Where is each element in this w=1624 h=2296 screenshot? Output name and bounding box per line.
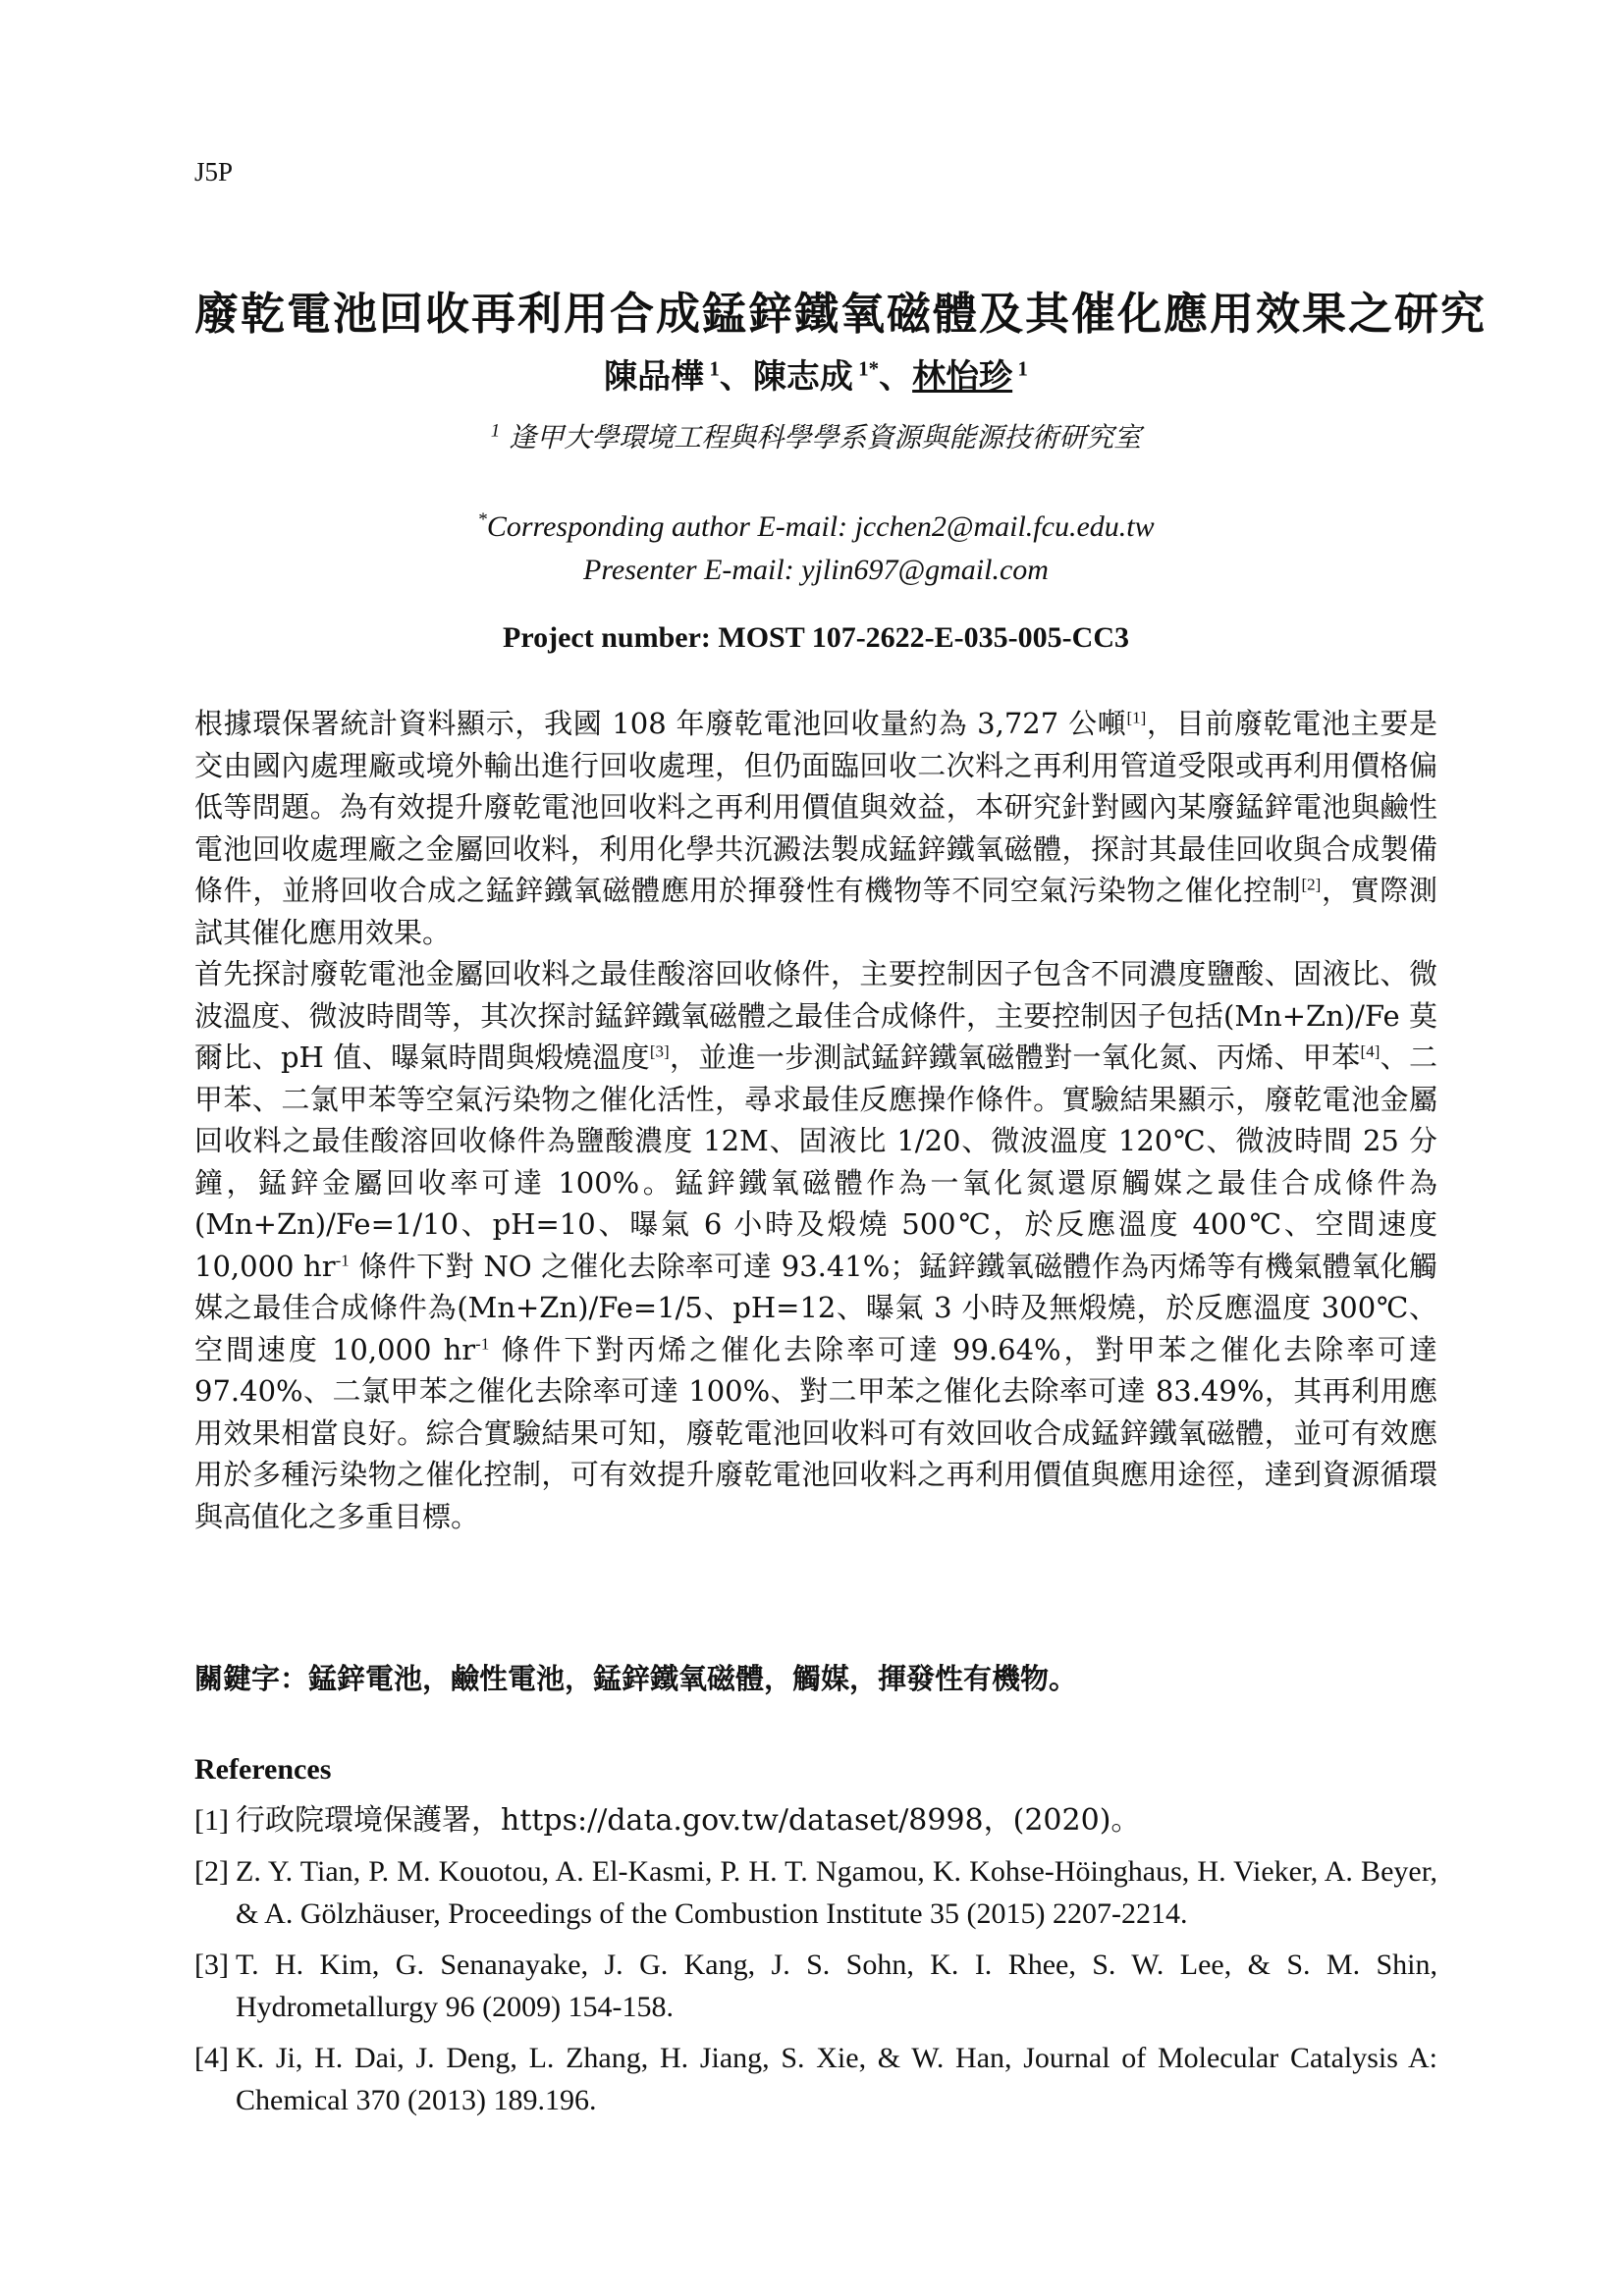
reference-list xyxy=(194,1799,1437,2130)
abstract-text: ，目前廢乾電池主要是交由國內處理廠或境外輸出進行回收處理，但仍面臨回收二次料之再利用管道受限或再利用價格偏低等問題。為有效提升廢乾電池回收料之再利用價值與效益，本研究針對國內某廢錳鋅電池與鹼性電池回收處理廠之金屬回收料，利用化學共沉澱法製成錳鋅鐵氧磁體，探討其最佳回收與合成製備條件，並將回收合成之錳鋅鐵氧磁體應用於揮發性有機物等不同空氣污染物之催化控制 xyxy=(194,707,1437,907)
presenter-author-name: 林怡珍 xyxy=(912,357,1013,397)
reference-item xyxy=(194,2037,1437,2121)
presenter-email: Presenter E-mail: yjlin697@gmail.com xyxy=(583,554,1049,586)
reference-item xyxy=(194,1944,1437,2028)
abstract-text: 首先探討廢乾電池金屬回收料之最佳酸溶回收條件，主要控制因子包含不同濃度鹽酸、固液比、微波溫度、微波時間等，其次探討錳鋅鐵氧磁體之最佳合成條件，主要控制因子包括(Mn+Zn)/Fe 莫爾比、pH 值、曝氣時間與煅燒溫度 xyxy=(194,957,1437,1074)
abstract-text: ，實際測試其催化應用效果。 xyxy=(194,874,1437,949)
unit-exponent: -1 xyxy=(335,1250,350,1269)
affiliation-text: 逢甲大學環境工程與科學學系資源與能源技術研究室 xyxy=(500,421,1142,454)
reference-number: [4] xyxy=(194,2042,229,2074)
corresponding-email-text: Corresponding author E-mail: jcchen2@mail.fcu.edu.tw xyxy=(486,510,1155,543)
citation-ref: [3] xyxy=(649,1041,670,1061)
author-list xyxy=(194,349,1437,398)
reference-text: T. H. Kim, G. Senanayake, J. G. Kang, J. S. Sohn, K. I. Rhee, S. W. Lee, & S. M. Shin, Hydrometallurgy 96 (2009) 154-158. xyxy=(236,1949,1437,2023)
author-separator: 、 xyxy=(879,357,913,397)
reference-number: [3] xyxy=(194,1949,229,1981)
reference-text: 行政院環境保護署，https://data.gov.tw/dataset/8998，(2020)。 xyxy=(236,1803,1141,1838)
reference-text: K. Ji, H. Dai, J. Deng, L. Zhang, H. Jiang, S. Xie, & W. Han, Journal of Molecular Catalysis A: Chemical 370 (2013) 189.196. xyxy=(236,2042,1437,2116)
reference-text: Z. Y. Tian, P. M. Kouotou, A. El-Kasmi, P. H. T. Ngamou, K. Kohse-Höinghaus, H. Vieker, A. Beyer, & A. Gölzhäuser, Proceedings of the Combustion Institute 35 (2015) 2207-2214. xyxy=(236,1855,1437,1930)
keywords: 關鍵字：錳鋅電池，鹼性電池，錳鋅鐵氧磁體，觸媒，揮發性有機物。 xyxy=(194,1662,1078,1695)
abstract-body xyxy=(194,703,1437,1537)
abstract-paragraph xyxy=(194,703,1437,953)
abstract-text: 條件下對 NO 之催化去除率可達 93.41%；錳鋅鐵氧磁體作為丙烯等有機氣體氧化觸媒之最佳合成條件為(Mn+Zn)/Fe=1/5、pH=12、曝氣 3 小時及無煅燒，於反應溫度 300℃、空間速度 10,000 hr xyxy=(194,1249,1437,1366)
affiliation xyxy=(194,416,1437,455)
author-affiliation-mark: 1 xyxy=(704,356,720,381)
abstract-paragraph xyxy=(194,953,1437,1537)
abstract-text: 條件下對丙烯之催化去除率可達 99.64%，對甲苯之催化去除率可達 97.40%、二氯甲苯之催化去除率可達 100%、對二甲苯之催化去除率可達 83.49%，其再利用應用效果相當良好。綜合實驗結果可知，廢乾電池回收料可有效回收合成錳鋅鐵氧磁體，並可有效應用於多種污染物之催化控制，可有效提升廢乾電池回收料之再利用價值與應用途徑，達到資源循環與高值化之多重目標。 xyxy=(194,1332,1438,1533)
citation-ref: [4] xyxy=(1360,1041,1380,1061)
corresponding-mark: * xyxy=(477,509,487,530)
reference-number: [2] xyxy=(194,1855,229,1888)
project-number: Project number: MOST 107-2622-E-035-005-CC3 xyxy=(503,621,1129,654)
citation-ref: [2] xyxy=(1301,875,1322,894)
author-affiliation-mark: 1* xyxy=(852,356,880,381)
unit-exponent: -1 xyxy=(475,1333,490,1353)
affiliation-mark: 1 xyxy=(490,420,501,442)
abstract-text: 根據環保署統計資料顯示，我國 108 年廢乾電池回收量約為 3,727 公噸 xyxy=(194,707,1127,740)
reference-number: [1] xyxy=(194,1804,229,1837)
citation-ref: [1] xyxy=(1126,708,1147,727)
corresponding-email xyxy=(194,499,1437,549)
paper-title: 廢乾電池回收再利用合成錳鋅鐵氧磁體及其催化應用效果之研究 xyxy=(194,288,1488,340)
abstract-text: ，並進一步測試錳鋅鐵氧磁體對一氧化氮、丙烯、甲苯 xyxy=(669,1041,1361,1074)
contact-emails xyxy=(194,499,1437,592)
references-heading: References xyxy=(194,1753,332,1786)
author-name: 陳志成 xyxy=(752,357,853,397)
author-affiliation-mark: 1 xyxy=(1012,356,1028,381)
abstract-text: 、二甲苯、二氯甲苯等空氣污染物之催化活性，尋求最佳反應操作條件。實驗結果顯示，廢乾電池金屬回收料之最佳酸溶回收條件為鹽酸濃度 12M、固液比 1/20、微波溫度 120℃、微波時間 25 分鐘，錳鋅金屬回收率可達 100%。錳鋅鐵氧磁體作為一氧化氮還原觸媒之最佳合成條件為(Mn+Zn)/Fe=1/10、pH=10、曝氣 6 小時及煅燒 500℃，於反應溫度 400℃、空間速度 10,000 hr xyxy=(194,1041,1437,1283)
reference-item xyxy=(194,1850,1437,1935)
author-name: 陳品樺 xyxy=(604,357,705,397)
author-separator: 、 xyxy=(719,357,753,397)
reference-item xyxy=(194,1799,1437,1842)
page-code: J5P xyxy=(194,157,234,187)
